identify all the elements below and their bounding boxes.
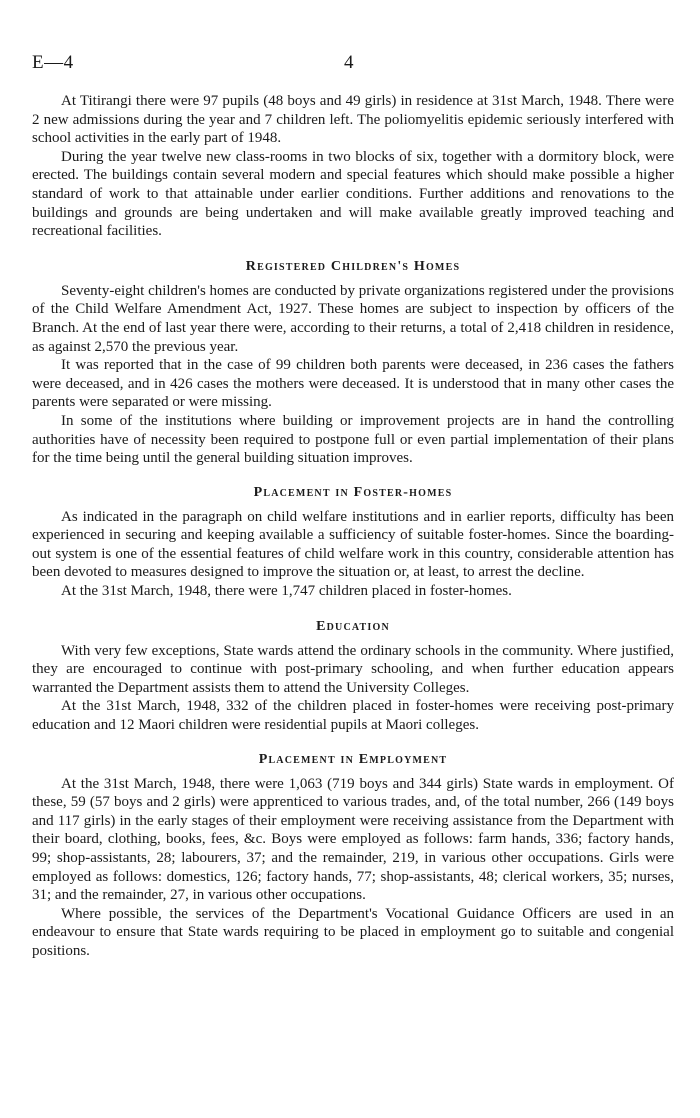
section-heading-registered-homes: Registered Children's Homes [245, 258, 461, 274]
paragraph: Seventy-eight children's homes are conducted by private organizations registered under the provisions of the Child Welfare Amendment Act, 1927. These homes are subject to inspection by officers of the Branch. At the end of last year there were, according to their returns, a total of 2,418 children in residence, as against 2,570 the previous year. [32, 282, 674, 355]
paragraph: In some of the institutions where building or improvement projects are in hand the controlling authorities have of necessity been required to postpone full or even partial implementation of their plans for the time being until the general building situation improves. [32, 412, 674, 467]
page-number: 4 [344, 52, 354, 73]
section-heading-employment: Placement in Employment [258, 751, 448, 767]
paragraph: At the 31st March, 1948, there were 1,747 children placed in foster-homes. [61, 583, 512, 600]
paragraph: At the 31st March, 1948, 332 of the children placed in foster-homes were receiving post-primary education and 12 Maori children were residential pupils at Maori colleges. [32, 698, 674, 734]
section-employment [32, 775, 674, 961]
paragraph: During the year twelve new class-rooms in two blocks of six, together with a dormitory block, were erected. The buildings contain several modern and special features which should make possible a higher standard of work to that attainable under earlier conditions. Further additions and renovations to the buildings and grounds are being undertaken and will make available greatly improved teaching and recreational facilities. [32, 148, 674, 240]
paragraph: It was reported that in the case of 99 children both parents were deceased, in 236 cases the fathers were deceased, and in 426 cases the mothers were deceased. It is understood that in many other cases the parents were separated or were missing. [32, 357, 674, 411]
paragraph: Where possible, the services of the Department's Vocational Guidance Officers are used in an endeavour to ensure that State wards requiring to be placed in employment go to suitable and congenial positions. [32, 905, 674, 959]
page-reference: E—4 [32, 52, 74, 73]
section-heading-foster-homes: Placement in Foster-homes [253, 484, 453, 500]
section-education [32, 642, 674, 735]
section-foster-homes [32, 508, 674, 601]
page-header [32, 0, 674, 92]
paragraph: With very few exceptions, State wards attend the ordinary schools in the community. Where justified, they are encouraged to continue with post-primary schooling, and when further education appears warranted the Department assists them to attend the University Colleges. [32, 642, 674, 696]
paragraph: At Titirangi there were 97 pupils (48 boys and 49 girls) in residence at 31st March, 1948. There were 2 new admissions during the year and 7 children left. The poliomyelitis epidemic seriously interfered with school activities in the early part of 1948. [32, 93, 674, 147]
section-heading-education: Education [316, 618, 390, 634]
paragraph: As indicated in the paragraph on child welfare institutions and in earlier reports, difficulty has been experienced in securing and keeping available a sufficiency of suitable foster-homes. Since the boarding-out system is one of the essential features of child welfare work in this country, considerable attention has been devoted to measures designed to improve the situation or, at least, to arrest the decline. [32, 508, 674, 581]
section-titirangi [32, 92, 674, 241]
section-registered-homes [32, 282, 674, 468]
paragraph: At the 31st March, 1948, there were 1,063 (719 boys and 344 girls) State wards in employment. Of these, 59 (57 boys and 2 girls) were apprenticed to various trades, and, of the total number, 266 (149 boys and 117 girls) in the early stages of their employment were receiving assistance from the Department with their board, clothing, books, fees, &c. Boys were employed as follows: farm hands, 336; factory hands, 99; shop-assistants, 28; labourers, 37; and the remainder, 219, in various other occupations. Girls were employed as follows: domestics, 126; factory hands, 77; shop-assistants, 48; clerical workers, 35; nurses, 31; and the remainder, 27, in various other occupations. [32, 775, 674, 904]
document-page [32, 0, 674, 961]
